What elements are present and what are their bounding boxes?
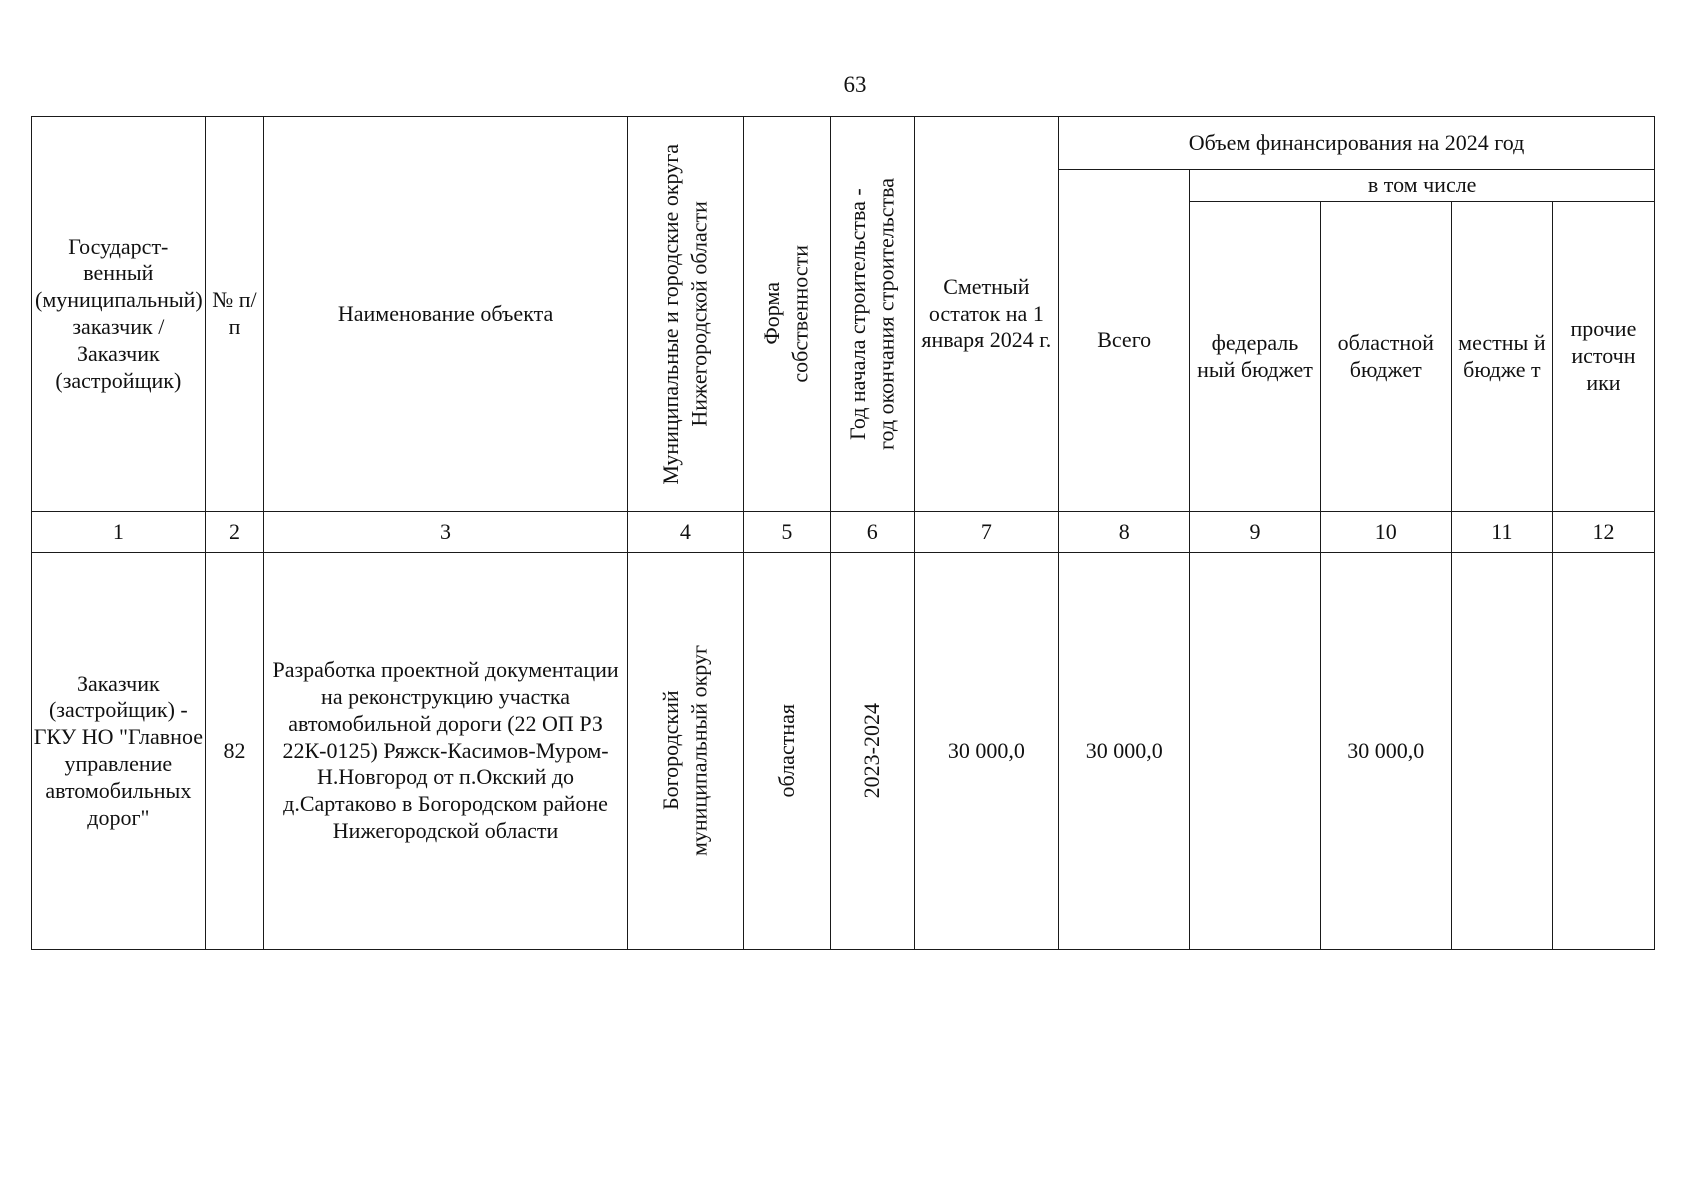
header-other: прочие источн ики [1552, 202, 1654, 512]
column-number: 11 [1451, 512, 1552, 553]
header-local: местны й бюдже т [1451, 202, 1552, 512]
header-federal: федераль ный бюджет [1190, 202, 1320, 512]
column-number: 7 [914, 512, 1058, 553]
header-funding-group: Объем финансирования на 2024 год [1059, 117, 1655, 170]
header-districts: Муниципальные и городские округа Нижегородской области [627, 117, 743, 512]
row-total: 30 000,0 [1059, 553, 1190, 950]
financing-table [31, 116, 1655, 950]
row-district: Богородский муниципальный округ [627, 553, 743, 950]
header-total: Всего [1059, 170, 1190, 512]
row-object-name: Разработка проектной документации на реконструкцию участка автомобильной дороги (22 ОП РЗ 22К-0125) Ряжск-Касимов-Муром-Н.Новгород от п.Окский до д.Сартаково в Богородском районе Нижегородской области [264, 553, 628, 950]
page-number: 63 [843, 72, 867, 97]
table-row [32, 553, 1655, 950]
column-number: 12 [1552, 512, 1654, 553]
row-local [1451, 553, 1552, 950]
column-number: 1 [32, 512, 206, 553]
row-regional: 30 000,0 [1320, 553, 1451, 950]
column-number: 4 [627, 512, 743, 553]
column-number: 2 [205, 512, 264, 553]
header-regional: областной бюджет [1320, 202, 1451, 512]
row-federal [1190, 553, 1320, 950]
header-object-name: Наименование объекта [264, 117, 628, 512]
header-including: в том числе [1190, 170, 1655, 202]
row-other [1552, 553, 1654, 950]
column-number: 10 [1320, 512, 1451, 553]
column-number: 3 [264, 512, 628, 553]
row-number: 82 [205, 553, 264, 950]
header-years: Год начала строительства - год окончания строительства [830, 117, 914, 512]
row-customer: Заказчик (застройщик) - ГКУ НО "Главное управление автомобильных дорог" [32, 553, 206, 950]
header-estimate-remainder: Сметный остаток на 1 января 2024 г. [914, 117, 1058, 512]
header-ownership: Форма собственности [743, 117, 830, 512]
header-customer: Государст-венный (муниципальный) заказчик / Заказчик (застройщик) [32, 117, 206, 512]
row-estimate-remainder: 30 000,0 [914, 553, 1058, 950]
row-years: 2023-2024 [830, 553, 914, 950]
column-number: 5 [743, 512, 830, 553]
column-number: 6 [830, 512, 914, 553]
column-number-row [32, 512, 1655, 553]
column-number: 8 [1059, 512, 1190, 553]
row-ownership: областная [743, 553, 830, 950]
header-number: № п/п [205, 117, 264, 512]
column-number: 9 [1190, 512, 1320, 553]
